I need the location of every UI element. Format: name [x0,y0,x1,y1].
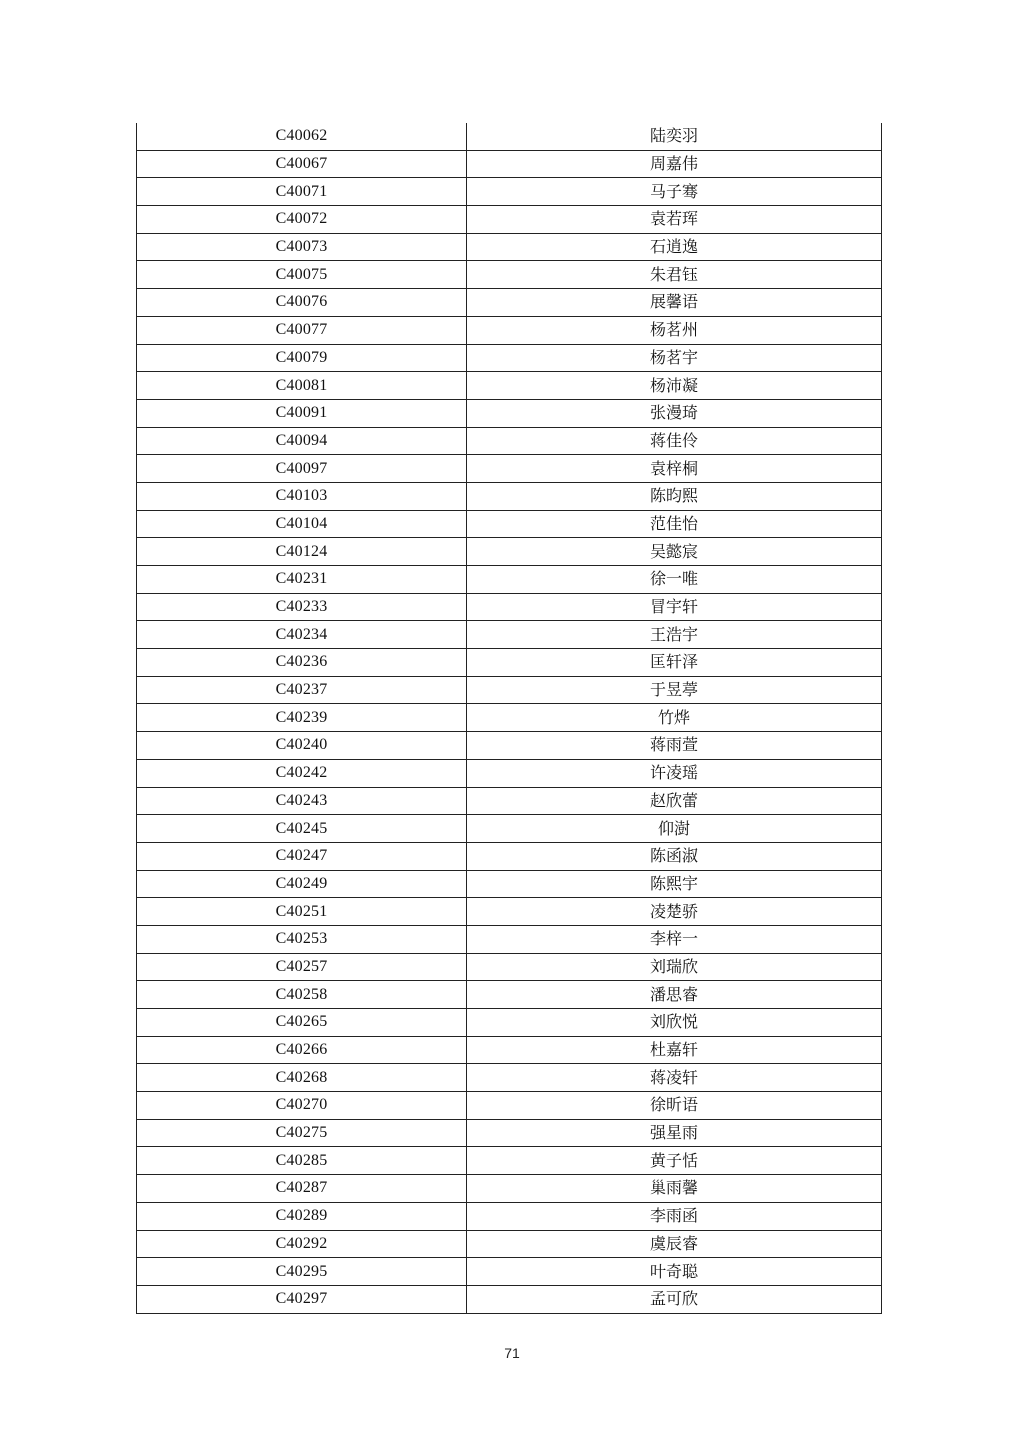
student-id-cell: C40289 [137,1202,467,1230]
student-id-cell: C40251 [137,898,467,926]
student-name-cell: 袁若珲 [467,206,882,234]
student-name-cell: 冒宇轩 [467,593,882,621]
student-id-cell: C40268 [137,1064,467,1092]
student-name-cell: 袁梓桐 [467,455,882,483]
table-row [137,593,882,621]
student-name-cell: 杨茗宇 [467,344,882,372]
student-name-cell: 匡轩泽 [467,649,882,677]
student-name-cell: 仰澍 [467,815,882,843]
student-id-cell: C40239 [137,704,467,732]
table-row [137,206,882,234]
table-row [137,1064,882,1092]
student-name-cell: 石逍逸 [467,233,882,261]
student-id-cell: C40094 [137,427,467,455]
student-id-cell: C40073 [137,233,467,261]
student-name-cell: 刘瑞欣 [467,953,882,981]
student-name-cell: 孟可欣 [467,1285,882,1313]
student-id-cell: C40079 [137,344,467,372]
table-row [137,399,882,427]
student-name-cell: 蒋凌轩 [467,1064,882,1092]
table-row [137,123,882,150]
table-row [137,1009,882,1037]
student-id-cell: C40237 [137,676,467,704]
student-id-cell: C40240 [137,732,467,760]
page-number: 71 [504,1345,520,1361]
student-name-cell: 巢雨馨 [467,1175,882,1203]
student-name-cell: 陆奕羽 [467,123,882,150]
student-id-cell: C40258 [137,981,467,1009]
table-row [137,981,882,1009]
student-id-cell: C40097 [137,455,467,483]
table-row [137,566,882,594]
table-row [137,427,882,455]
student-name-cell: 于昱葶 [467,676,882,704]
table-row [137,925,882,953]
student-name-cell: 陈熙宇 [467,870,882,898]
roster-table-body [137,123,882,1313]
student-name-cell: 许凌瑶 [467,759,882,787]
table-row [137,1258,882,1286]
student-id-cell: C40247 [137,842,467,870]
table-row [137,1119,882,1147]
roster-table [136,123,882,1314]
table-row [137,953,882,981]
table-row [137,178,882,206]
table-row [137,621,882,649]
table-row [137,1147,882,1175]
table-row [137,1036,882,1064]
table-row [137,1202,882,1230]
student-id-cell: C40077 [137,316,467,344]
student-id-cell: C40104 [137,510,467,538]
table-row [137,759,882,787]
table-row [137,732,882,760]
student-id-cell: C40091 [137,399,467,427]
student-id-cell: C40245 [137,815,467,843]
student-name-cell: 李雨函 [467,1202,882,1230]
table-row [137,372,882,400]
student-id-cell: C40242 [137,759,467,787]
student-id-cell: C40257 [137,953,467,981]
table-row [137,815,882,843]
table-row [137,538,882,566]
table-row [137,1230,882,1258]
table-row [137,455,882,483]
student-name-cell: 凌楚骄 [467,898,882,926]
student-name-cell: 潘思睿 [467,981,882,1009]
student-name-cell: 杨沛凝 [467,372,882,400]
student-name-cell: 徐昕语 [467,1092,882,1120]
table-row [137,510,882,538]
student-id-cell: C40249 [137,870,467,898]
table-row [137,842,882,870]
student-name-cell: 陈函淑 [467,842,882,870]
student-id-cell: C40075 [137,261,467,289]
table-row [137,787,882,815]
student-id-cell: C40231 [137,566,467,594]
student-id-cell: C40081 [137,372,467,400]
student-name-cell: 周嘉伟 [467,150,882,178]
student-name-cell: 虞辰睿 [467,1230,882,1258]
student-id-cell: C40236 [137,649,467,677]
table-row [137,676,882,704]
student-name-cell: 陈昀熙 [467,482,882,510]
student-id-cell: C40275 [137,1119,467,1147]
student-name-cell: 范佳怡 [467,510,882,538]
table-row [137,289,882,317]
student-name-cell: 王浩宇 [467,621,882,649]
student-id-cell: C40285 [137,1147,467,1175]
student-name-cell: 刘欣悦 [467,1009,882,1037]
student-name-cell: 展馨语 [467,289,882,317]
student-name-cell: 叶奇聪 [467,1258,882,1286]
student-id-cell: C40270 [137,1092,467,1120]
student-name-cell: 李梓一 [467,925,882,953]
student-id-cell: C40287 [137,1175,467,1203]
student-name-cell: 强星雨 [467,1119,882,1147]
table-row [137,150,882,178]
student-name-cell: 竹烨 [467,704,882,732]
student-id-cell: C40233 [137,593,467,621]
student-id-cell: C40253 [137,925,467,953]
student-id-cell: C40067 [137,150,467,178]
student-name-cell: 杨茗州 [467,316,882,344]
table-row [137,261,882,289]
student-id-cell: C40295 [137,1258,467,1286]
table-row [137,1285,882,1313]
table-row [137,1092,882,1120]
student-id-cell: C40124 [137,538,467,566]
student-name-cell: 吴懿宸 [467,538,882,566]
table-row [137,649,882,677]
table-row [137,704,882,732]
student-name-cell: 蒋雨萱 [467,732,882,760]
student-name-cell: 赵欣蕾 [467,787,882,815]
student-id-cell: C40266 [137,1036,467,1064]
student-name-cell: 蒋佳伶 [467,427,882,455]
table-row [137,344,882,372]
student-name-cell: 杜嘉轩 [467,1036,882,1064]
table-row [137,1175,882,1203]
student-id-cell: C40234 [137,621,467,649]
student-id-cell: C40071 [137,178,467,206]
table-row [137,870,882,898]
student-id-cell: C40076 [137,289,467,317]
student-name-cell: 朱君钰 [467,261,882,289]
table-row [137,233,882,261]
student-id-cell: C40292 [137,1230,467,1258]
student-id-cell: C40243 [137,787,467,815]
student-name-cell: 马子骞 [467,178,882,206]
table-row [137,316,882,344]
student-id-cell: C40062 [137,123,467,150]
student-name-cell: 徐一唯 [467,566,882,594]
student-id-cell: C40265 [137,1009,467,1037]
table-row [137,898,882,926]
table-row [137,482,882,510]
student-name-cell: 张漫琦 [467,399,882,427]
student-id-cell: C40072 [137,206,467,234]
student-id-cell: C40103 [137,482,467,510]
student-name-cell: 黄子恬 [467,1147,882,1175]
student-id-cell: C40297 [137,1285,467,1313]
